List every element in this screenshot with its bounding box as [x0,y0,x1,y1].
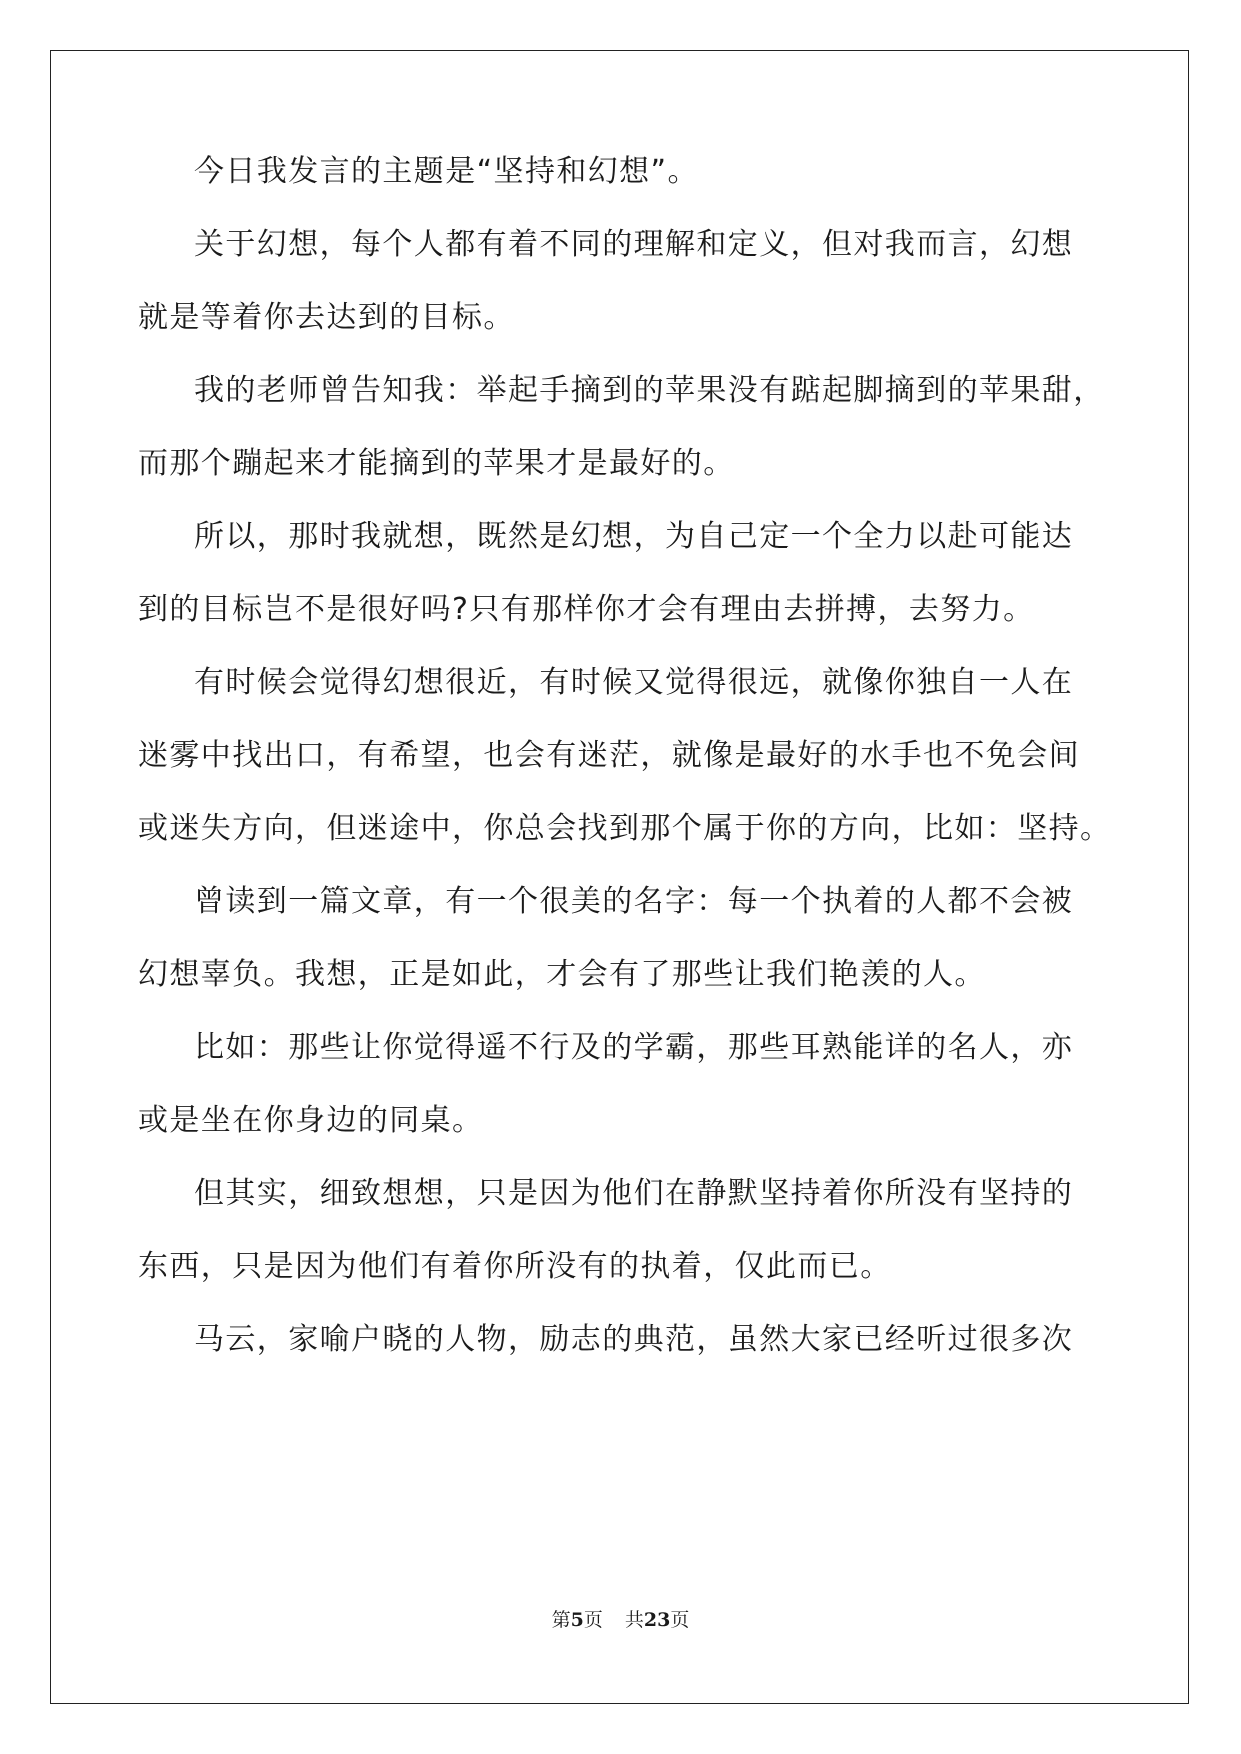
total-pages: 23 [643,1609,671,1631]
text-line-16: 东西，只是因为他们有着你所没有的执着，仅此而已。 [138,1249,892,1284]
text-line-2: 关于幻想，每个人都有着不同的理解和定义，但对我而言，幻想 [194,227,1074,262]
text-line-7: 到的目标岂不是很好吗?只有那样你才会有理由去拼搏，去努力。 [138,592,1035,627]
text-line-11: 曾读到一篇文章，有一个很美的名字：每一个执着的人都不会被 [194,884,1074,919]
text-line-15: 但其实，细致想想，只是因为他们在静默坚持着你所没有坚持的 [194,1176,1074,1211]
page-suffix: 页 [583,1609,603,1631]
text-line-5: 而那个蹦起来才能摘到的苹果才是最好的。 [138,446,735,481]
page-prefix: 第 [551,1609,571,1631]
text-line-13: 比如：那些让你觉得遥不行及的学霸，那些耳熟能详的名人，亦 [194,1030,1074,1065]
text-line-12: 幻想辜负。我想，正是如此，才会有了那些让我们艳羡的人。 [138,957,986,992]
text-line-9: 迷雾中找出口，有希望，也会有迷茫，就像是最好的水手也不免会间 [138,738,1080,773]
text-line-3: 就是等着你去达到的目标。 [138,300,515,335]
text-line-6: 所以，那时我就想，既然是幻想，为自己定一个全力以赴可能达 [194,519,1074,554]
text-line-1: 今日我发言的主题是“坚持和幻想”。 [194,154,699,189]
text-line-8: 有时候会觉得幻想很近，有时候又觉得很远，就像你独自一人在 [194,665,1074,700]
text-line-14: 或是坐在你身边的同桌。 [138,1103,484,1138]
page-footer [0,1608,1241,1632]
total-suffix: 页 [670,1609,690,1631]
text-line-4: 我的老师曾告知我：举起手摘到的苹果没有踮起脚摘到的苹果甜， [194,373,1105,408]
text-line-10: 或迷失方向，但迷途中，你总会找到那个属于你的方向，比如：坚持。 [138,811,1112,846]
page-number: 5 [570,1609,584,1631]
text-line-17: 马云，家喻户晓的人物，励志的典范，虽然大家已经听过很多次 [194,1322,1074,1357]
total-prefix: 共 [624,1609,644,1631]
